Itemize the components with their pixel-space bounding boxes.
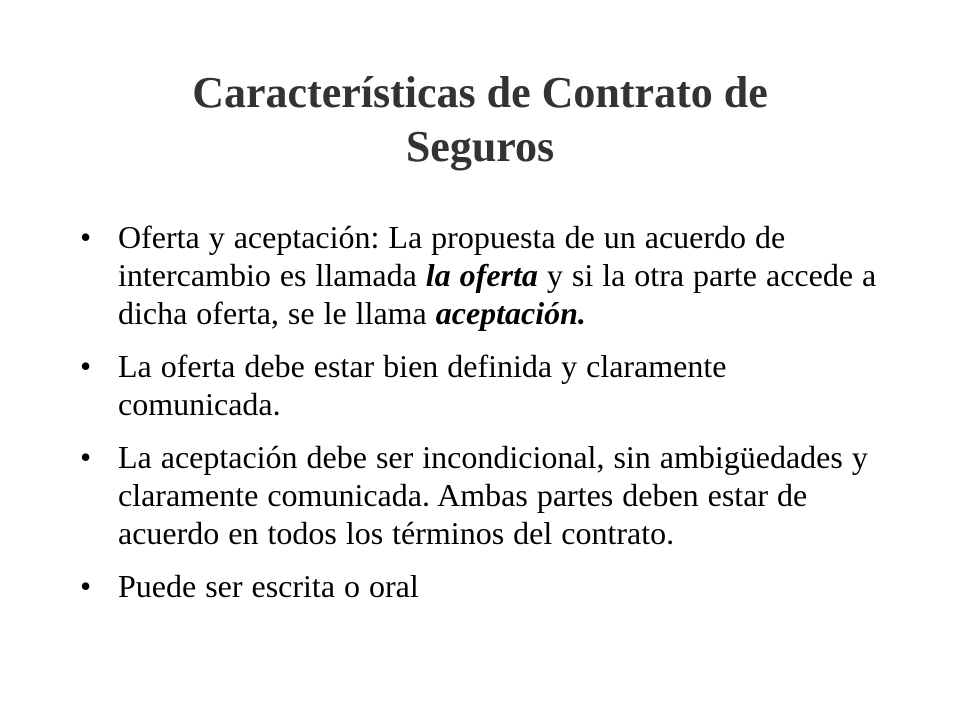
bullet-text: Puede ser escrita o oral [118,568,419,604]
bullet-text: Oferta y aceptación: La propuesta de un acuerdo de intercambio es llamada [118,219,786,293]
emphasis-aceptacion: aceptación. [435,295,586,331]
bullet-icon: • [80,439,92,475]
bullet-icon: • [80,348,92,384]
bullet-text: y si la otra parte accede a dicha oferta, se le llama [118,257,877,331]
slide-title [80,66,880,174]
emphasis-la-oferta: la oferta [425,257,538,293]
bullet-text: La oferta debe estar bien definida y claramente comunicada. [118,348,727,422]
bullet-list [78,218,898,620]
bullet-icon: • [80,219,92,255]
bullet-item-aceptacion-incondicional [78,438,898,552]
bullet-icon: • [80,568,92,604]
bullet-item-oferta-definida [78,347,898,423]
slide-title-line-1: Características de Contrato de [192,68,768,117]
bullet-text: La aceptación debe ser incondicional, sin ambigüedades y claramente comunicada. Ambas partes deben estar de acuerdo en todos los términos del contrato. [118,439,868,551]
slide-title-line-2: Seguros [405,122,555,171]
bullet-item-oferta-aceptacion [78,218,898,332]
bullet-item-escrita-oral [78,567,898,605]
